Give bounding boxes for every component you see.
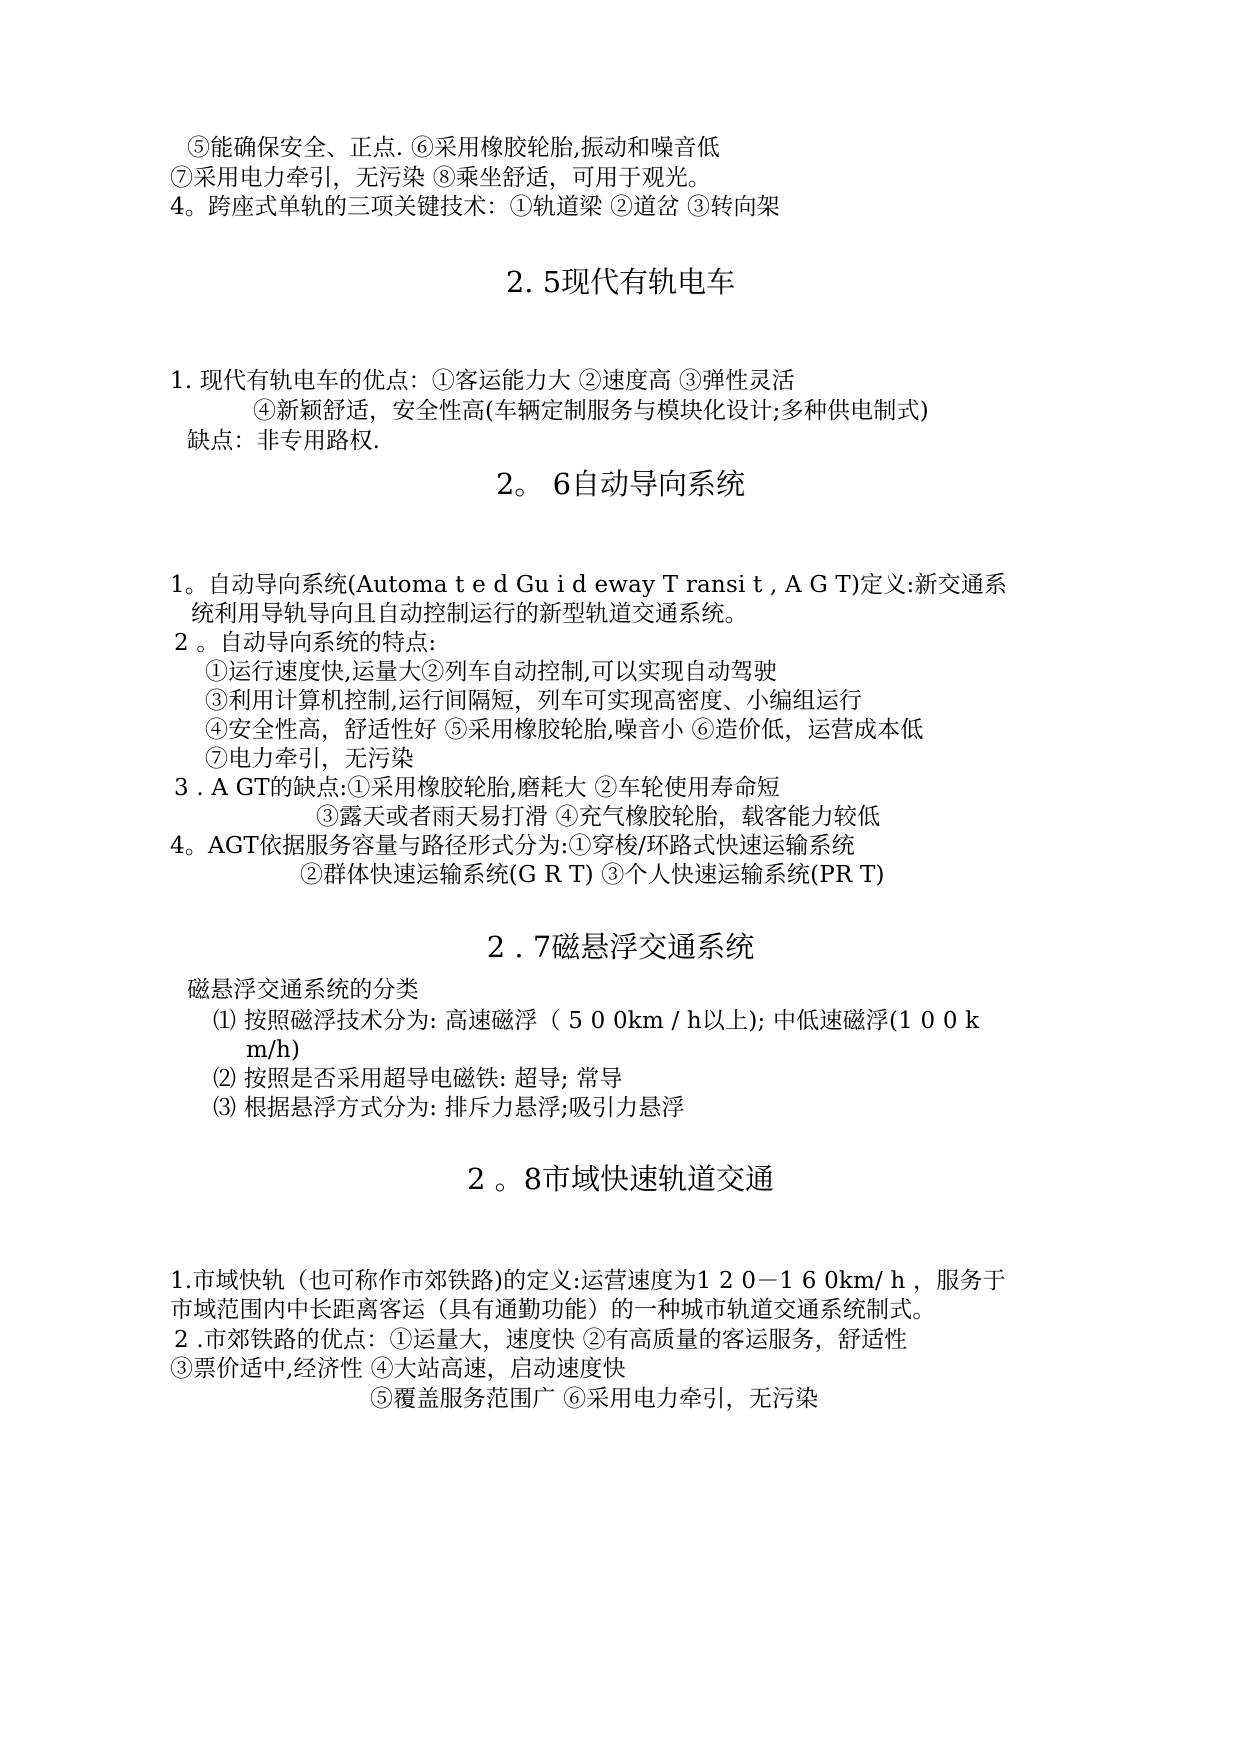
text-line: 1. 现代有轨电车的优点：①客运能力大 ②速度高 ③弹性灵活: [170, 368, 795, 394]
text-line: 市域范围内中长距离客运（具有通勤功能）的一种城市轨道交通系统制式。: [170, 1297, 936, 1323]
section-heading: 2. 5现代有轨电车: [505, 265, 736, 299]
section-heading: 2 。8市域快速轨道交通: [466, 1162, 775, 1196]
text-line: ③利用计算机控制,运行间隔短，列车可实现高密度、小编组运行: [205, 688, 863, 714]
text-line: ⑤覆盖服务范围广 ⑥采用电力牵引，无污染: [370, 1386, 819, 1412]
text-line: ⑶ 根据悬浮方式分为: 排斥力悬浮;吸引力悬浮: [213, 1095, 685, 1121]
text-line: ③露天或者雨天易打滑 ④充气橡胶轮胎，载客能力较低: [316, 804, 881, 830]
text-line: ⑵ 按照是否采用超导电磁铁: 超导; 常导: [213, 1066, 623, 1092]
text-line: ③票价适中,经济性 ④大站高速，启动速度快: [170, 1356, 626, 1382]
text-line: 统利用导轨导向且自动控制运行的新型轨道交通系统。: [191, 601, 748, 627]
text-line: 1.市域快轨（也可称作市郊铁路)的定义:运营速度为1 2 0－1 6 0km/ h ，服务于: [170, 1268, 1006, 1294]
text-line: 1。自动导向系统(Automa t e d Gu i d eway T ransi t , A G T)定义:新交通系: [170, 572, 1008, 598]
text-line: 4。AGT依据服务容量与路径形式分为:①穿梭/环路式快速运输系统: [170, 833, 855, 859]
text-line: 2 .市郊铁路的优点：①运量大，速度快 ②有高质量的客运服务，舒适性: [174, 1327, 908, 1353]
text-line: ①运行速度快,运量大②列车自动控制,可以实现自动驾驶: [205, 659, 777, 685]
text-line: ⑦采用电力牵引，无污染 ⑧乘坐舒适，可用于观光。: [170, 165, 712, 191]
text-line: ②群体快速运输系统(G R T) ③个人快速运输系统(PR T): [300, 862, 885, 888]
text-line: ⑤能确保安全、正点. ⑥采用橡胶轮胎,振动和噪音低: [187, 135, 720, 161]
text-line: 缺点：非专用路权.: [187, 428, 381, 454]
text-line: 3 . A GT的缺点:①采用橡胶轮胎,磨耗大 ②车轮使用寿命短: [174, 775, 780, 801]
text-line: ⑴ 按照磁浮技术分为: 高速磁浮（ 5 0 0km / h以上); 中低速磁浮(1 0 0 k: [213, 1008, 980, 1034]
text-line: 磁悬浮交通系统的分类: [187, 977, 419, 1003]
text-line: 4。跨座式单轨的三项关键技术：①轨道梁 ②道岔 ③转向架: [170, 194, 780, 220]
section-heading: 2。 6自动导向系统: [495, 467, 746, 501]
text-line: ④安全性高，舒适性好 ⑤采用橡胶轮胎,噪音小 ⑥造价低，运营成本低: [205, 717, 924, 743]
text-line: 2 。自动导向系统的特点:: [174, 630, 437, 656]
text-line: m/h): [246, 1037, 301, 1063]
section-heading: 2 . 7磁悬浮交通系统: [486, 930, 755, 964]
text-line: ④新颖舒适，安全性高(车辆定制服务与模块化设计;多种供电制式): [253, 398, 929, 424]
text-line: ⑦电力牵引，无污染: [205, 746, 414, 772]
